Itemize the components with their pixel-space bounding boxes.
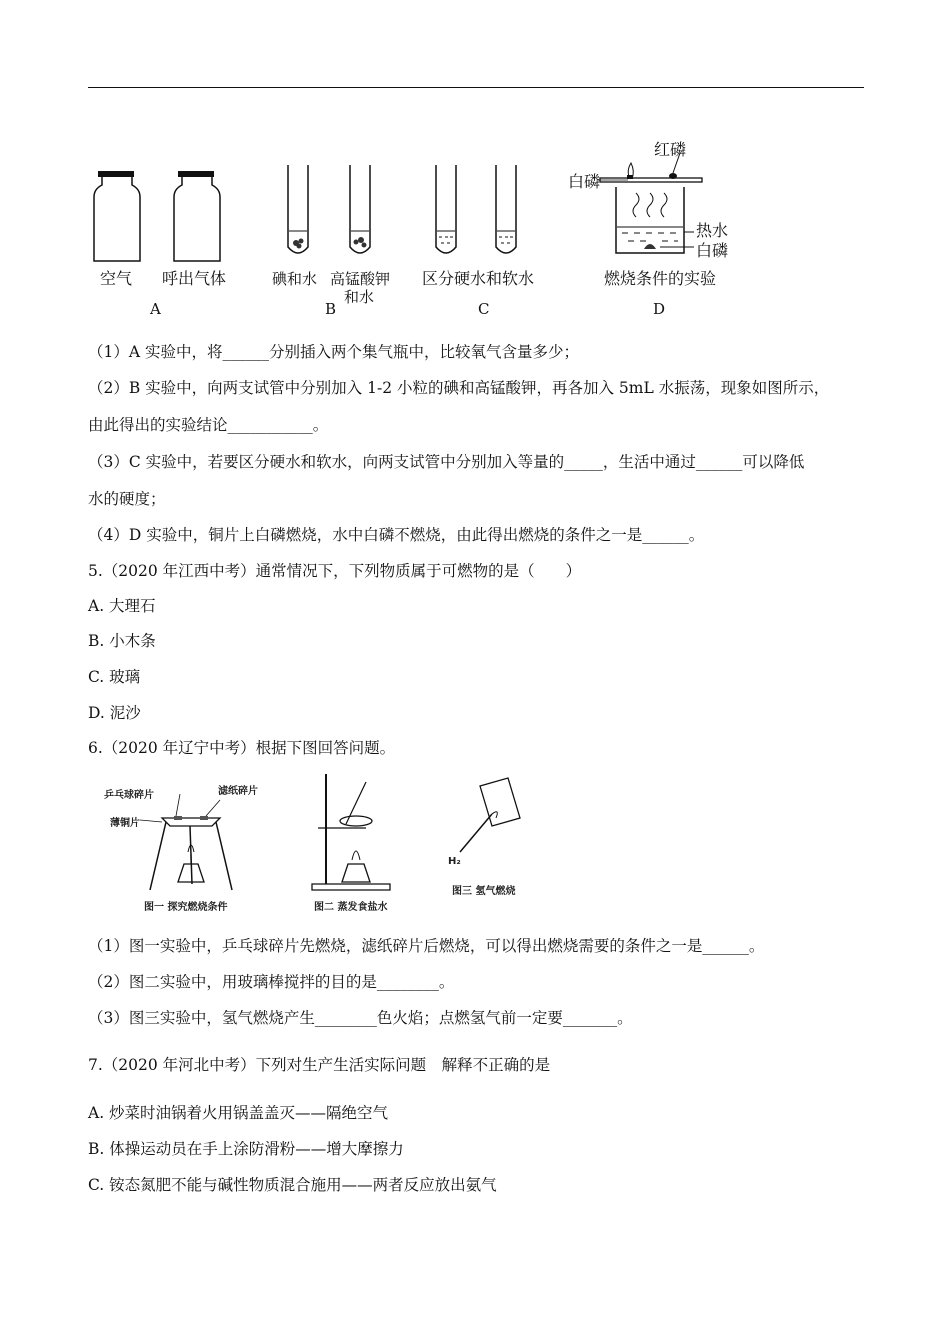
gas-bottle-air <box>94 171 140 261</box>
label-hard-soft: 区分硬水和软水 <box>422 269 535 288</box>
label-exhaled: 呼出气体 <box>162 269 227 288</box>
test-tube-iodine <box>288 165 308 253</box>
tripod-copper-setup <box>140 794 232 890</box>
label-air: 空气 <box>100 269 133 288</box>
letter-a: A <box>150 300 161 318</box>
test-tube-kmno4 <box>350 165 370 253</box>
letter-c: C <box>478 300 490 318</box>
label-hot-water: 热水 <box>696 221 729 240</box>
q6-part2: （2）图二实验中，用玻璃棒搅拌的目的是________。 <box>88 973 455 991</box>
label-h2: H₂ <box>448 856 461 867</box>
test-tube-soft-water <box>496 165 516 253</box>
q6-part3: （3）图三实验中，氢气燃烧产生________色火焰；点燃氢气前一定要_______。 <box>88 1009 633 1027</box>
hydrogen-burning-setup <box>460 778 520 852</box>
label-copper-sheet: 薄铜片 <box>110 818 140 829</box>
caption-fig3: 图三 氢气燃烧 <box>452 886 516 897</box>
q7-option-c: C. 铵态氮肥不能与碱性物质混合施用——两者反应放出氨气 <box>88 1176 497 1194</box>
letter-b: B <box>325 300 337 318</box>
caption-fig1: 图一 探究燃烧条件 <box>144 902 228 913</box>
label-and-water: 和水 <box>344 288 375 306</box>
q5-option-c: C. 玻璃 <box>88 668 141 686</box>
test-tube-hard-water <box>436 165 456 253</box>
label-white-phosphorus-bottom: 白磷 <box>696 241 729 260</box>
q7-option-a: A. 炒菜时油锅着火用锅盖盖灭——隔绝空气 <box>88 1104 389 1122</box>
q4-part3-cont: 水的硬度； <box>88 490 166 508</box>
q4-part4: （4）D 实验中，铜片上白磷燃烧，水中白磷不燃烧，由此得出燃烧的条件之一是______。 <box>88 526 705 544</box>
q4-part2: （2）B 实验中，向两支试管中分别加入 1-2 小粒的碘和高锰酸钾，再各加入 5mL 水振荡，现象如图所示， <box>88 379 830 397</box>
label-filter-paper: 滤纸碎片 <box>218 786 258 797</box>
experiment-figure-abcd <box>88 135 748 320</box>
label-kmno4: 高锰酸钾 <box>330 270 391 288</box>
q5-option-d: D. 泥沙 <box>88 704 141 722</box>
q5-option-a: A. 大理石 <box>88 597 156 615</box>
combustion-setup <box>598 153 702 253</box>
header-rule <box>88 87 864 88</box>
q4-part2-cont: 由此得出的实验结论___________。 <box>88 416 329 434</box>
experiment-figure-q6 <box>100 766 540 918</box>
q4-part1: （1）A 实验中，将______分别插入两个集气瓶中，比较氧气含量多少； <box>88 343 579 361</box>
label-iodine-water: 碘和水 <box>272 270 318 288</box>
letter-d: D <box>653 300 666 318</box>
q7-option-b: B. 体操运动员在手上涂防滑粉——增大摩擦力 <box>88 1140 404 1158</box>
caption-fig2: 图二 蒸发食盐水 <box>314 902 388 913</box>
q5-stem: 5.（2020 年江西中考）通常情况下，下列物质属于可燃物的是（ ） <box>88 562 582 580</box>
label-red-phosphorus: 红磷 <box>654 140 687 159</box>
gas-bottle-exhaled <box>174 171 220 261</box>
label-pingpong: 乒乓球碎片 <box>104 790 154 801</box>
q5-option-b: B. 小木条 <box>88 632 156 650</box>
label-white-phosphorus-top: 白磷 <box>568 172 601 191</box>
q6-stem: 6.（2020 年辽宁中考）根据下图回答问题。 <box>88 739 396 757</box>
q6-part1: （1）图一实验中，乒乓球碎片先燃烧，滤纸碎片后燃烧，可以得出燃烧需要的条件之一是______。 <box>88 937 765 955</box>
label-combustion-experiment: 燃烧条件的实验 <box>604 269 717 288</box>
q7-stem: 7.（2020 年河北中考）下列对生产生活实际问题 解释不正确的是 <box>88 1056 551 1074</box>
evaporation-setup <box>312 774 390 890</box>
q4-part3: （3）C 实验中，若要区分硬水和软水，向两支试管中分别加入等量的_____，生活中通过______可以降低 <box>88 453 805 471</box>
